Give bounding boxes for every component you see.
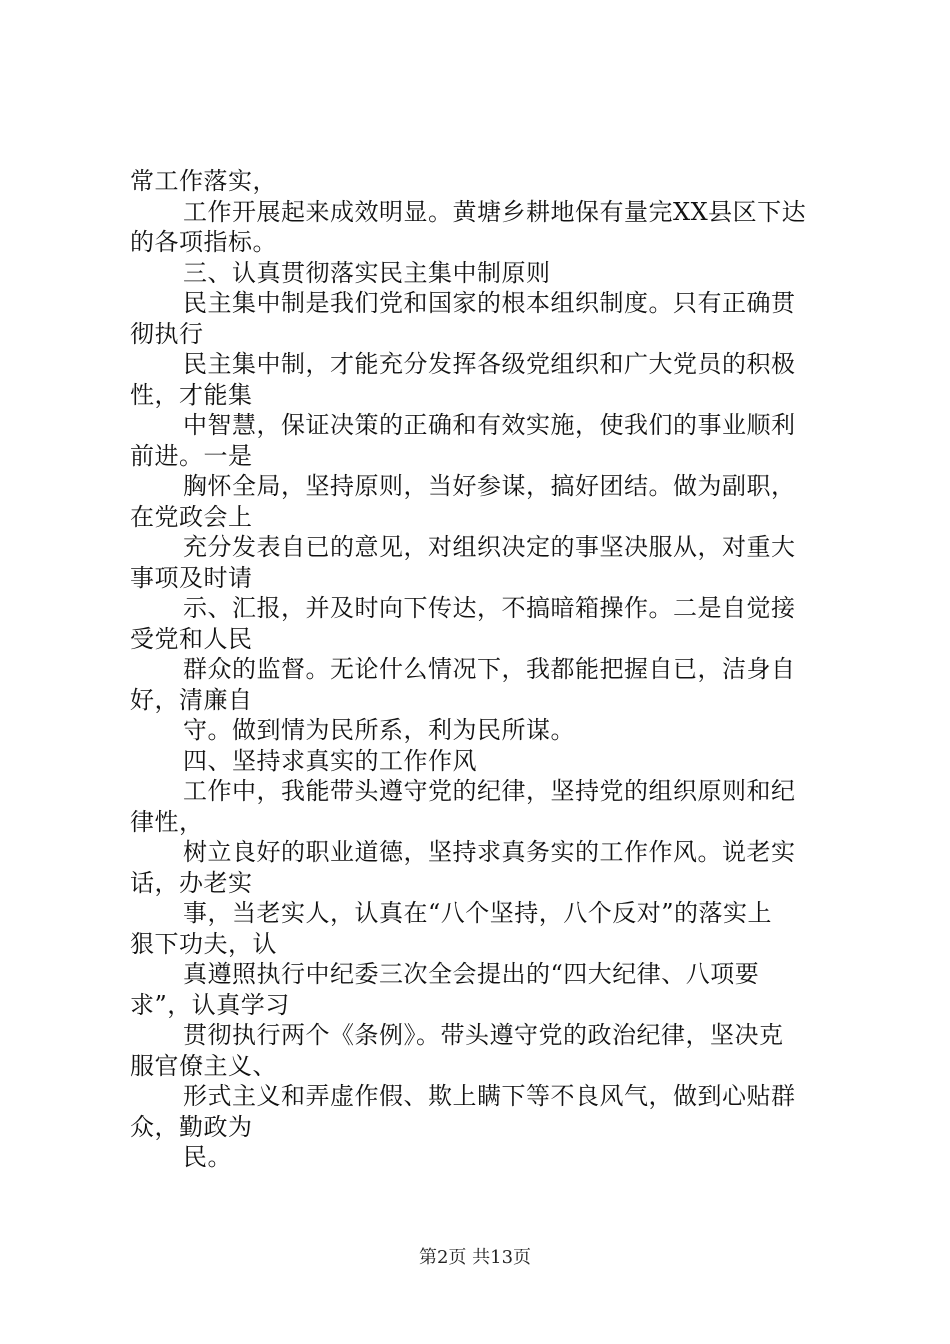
text-line: 工作中，我能带头遵守党的纪律，坚持党的组织原则和纪	[183, 777, 796, 805]
text-line: 守。做到情为民所系，利为民所谋。	[183, 716, 575, 744]
text-line: 受党和人民	[130, 624, 253, 653]
text-line: 充分发表自已的意见，对组织决定的事坚决服从，对重大	[183, 533, 796, 561]
text-line: 事项及时请	[130, 563, 253, 592]
text-line: 民主集中制是我们党和国家的根本组织制度。只有正确贯	[183, 289, 796, 317]
text-line: 狠下功夫，认	[130, 929, 277, 958]
section-heading: 四、坚持求真实的工作作风	[183, 746, 477, 775]
text-line: 性，才能集	[130, 380, 253, 409]
text-line: 形式主义和弄虚作假、欺上瞒下等不良风气，做到心贴群	[183, 1082, 796, 1110]
text-line: 贯彻执行两个《条例》。带头遵守党的政治纪律，坚决克	[183, 1021, 784, 1049]
text-line: 示、汇报，并及时向下传达，不搞暗箱操作。二是自觉接	[183, 594, 796, 622]
section-heading: 三、认真贯彻落实民主集中制原则	[183, 258, 551, 287]
text-line: 工作开展起来成效明显。黄塘乡耕地保有量完XX县区下达	[183, 197, 807, 226]
text-line: 前进。一是	[130, 441, 253, 470]
text-line: 彻执行	[130, 319, 204, 348]
text-line: 好，清廉自	[130, 685, 253, 714]
text-line: 胸怀全局，坚持原则，当好参谋，搞好团结。做为副职，	[183, 472, 796, 500]
text-line: 话，办老实	[130, 868, 253, 897]
text-line: 服官僚主义、	[130, 1051, 277, 1080]
text-line: 的各项指标。	[130, 228, 277, 256]
text-line: 真遵照执行中纪委三次全会提出的“四大纪律、八项要	[183, 960, 760, 988]
text-line: 常工作落实，	[130, 167, 277, 195]
text-line: 在党政会上	[130, 502, 253, 531]
document-body	[130, 166, 830, 1173]
text-line: 事，当老实人，认真在“八个坚持，八个反对”的落实上	[183, 899, 773, 927]
text-line: 众，勤政为	[130, 1112, 253, 1141]
text-line: 树立良好的职业道德，坚持求真务实的工作作风。说老实	[183, 838, 796, 866]
page-number-footer: 第2页 共13页	[418, 1247, 532, 1268]
text-line: 民。	[183, 1143, 232, 1171]
text-line: 群众的监督。无论什么情况下，我都能把握自已，洁身自	[183, 655, 796, 683]
text-line: 求”，认真学习	[130, 990, 290, 1019]
text-line: 中智慧，保证决策的正确和有效实施，使我们的事业顺利	[183, 411, 796, 439]
text-line: 民主集中制，才能充分发挥各级党组织和广大党员的积极	[183, 350, 796, 378]
text-line: 律性，	[130, 807, 204, 836]
